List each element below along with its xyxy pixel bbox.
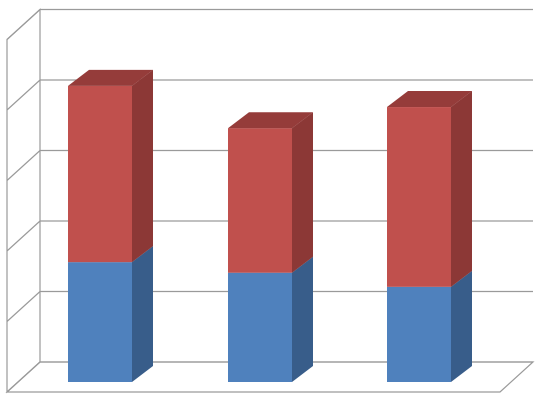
bar-side-1-2: [451, 91, 472, 287]
bar-side-0-0: [132, 246, 153, 382]
gridline: [7, 10, 533, 40]
bars: [68, 70, 472, 382]
bar-side-1-0: [132, 70, 153, 262]
bar-side-1-1: [292, 112, 313, 273]
bar-front-1-2: [387, 107, 451, 287]
bar-front-1-1: [228, 128, 292, 273]
bar-front-0-0: [68, 262, 132, 382]
side-wall: [7, 10, 40, 393]
bar-side-0-1: [292, 257, 313, 382]
bar-front-0-2: [387, 287, 451, 382]
bar-front-0-1: [228, 273, 292, 382]
bar-front-1-0: [68, 86, 132, 262]
bar-side-0-2: [451, 271, 472, 382]
